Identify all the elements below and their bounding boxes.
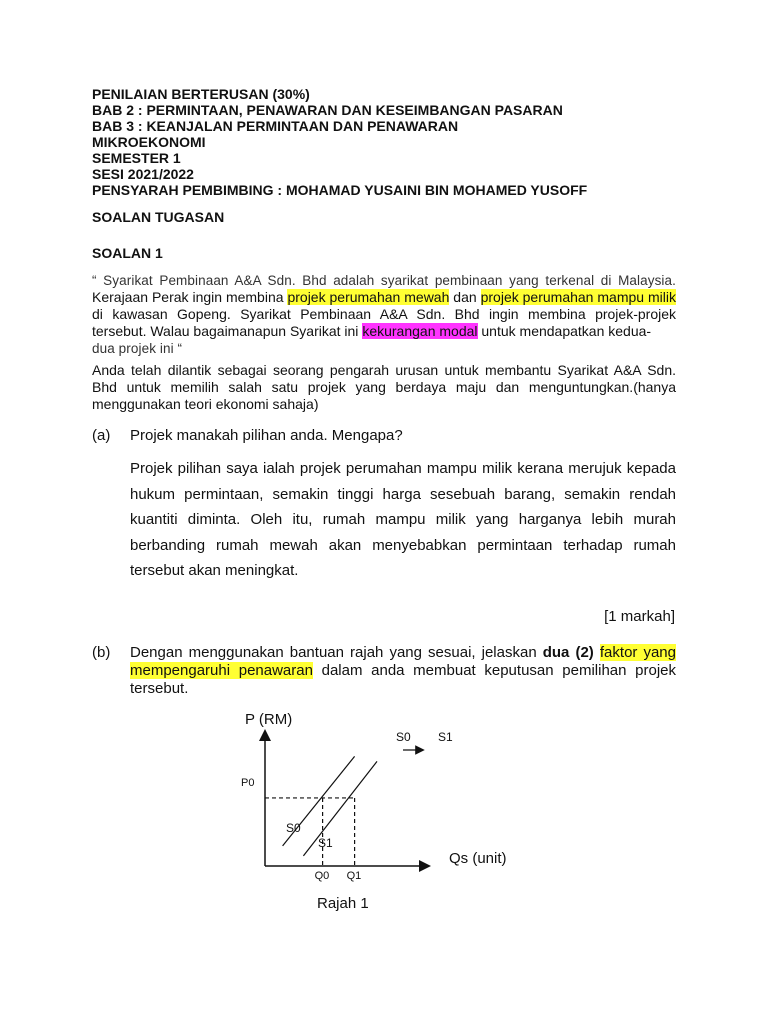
supply-line-s1 (303, 761, 377, 856)
header-line-7: PENSYARAH PEMBIMBING : MOHAMAD YUSAINI BIN MOHAMED YUSOFF (92, 182, 588, 198)
series-label-s0-start: S0 (286, 821, 301, 835)
quote-part-1: “ Syarikat Pembinaan A&A Sdn. Bhd adalah syarikat pembinaan yang terkenal di Malaysia. (92, 273, 676, 288)
answer-line: Projek pilihan saya ialah projek perumahan mampu milik kerana merujuk kepada (130, 460, 676, 477)
quote-part-5: untuk mendapatkan kedua- (477, 323, 652, 339)
instruction-paragraph: Anda telah dilantik sebagai seorang pengarah urusan untuk membantu Syarikat A&A Sdn. Bhd untuk memilih salah satu projek yang berdaya maju dan menguntungkan.(hanya menggunakan teori ekonomi sahaja) (92, 362, 676, 412)
question-b-bold: dua (2) (542, 644, 594, 661)
header-line-5: SEMESTER 1 (92, 150, 181, 166)
question-b-part-3: dalam anda membuat keputusan pemilihan projek tersebut. (130, 662, 676, 697)
question-b-label: (b) (92, 644, 111, 661)
answer-line: kuantiti diminta. Oleh itu, rumah mampu milik yang harganya lebih murah (130, 511, 676, 528)
question-a-label: (a) (92, 427, 111, 444)
quote-part-3: dan (449, 289, 481, 305)
series-label-s0-end: S0 (396, 730, 411, 744)
question-a-text: Projek manakah pilihan anda. Mengapa? (130, 427, 403, 444)
header-line-2: BAB 2 : PERMINTAAN, PENAWARAN DAN KESEIMBANGAN PASARAN (92, 102, 563, 118)
highlight-affordable-project: projek perumahan mampu milik (480, 289, 676, 305)
highlight-lack-capital: kekurangan modal (362, 323, 478, 339)
highlight-supply-factors: faktor yang mempengaruhi penawaran (130, 644, 676, 679)
question-b-part-1: Dengan menggunakan bantuan rajah yang sesuai, jelaskan (130, 644, 543, 661)
section-title: SOALAN TUGASAN (92, 209, 225, 225)
quote-part-6: dua projek ini “ (92, 341, 183, 356)
series-label-s1-end: S1 (438, 730, 453, 744)
header-line-6: SESI 2021/2022 (92, 166, 194, 182)
x-tick-label-q1: Q1 (346, 870, 362, 882)
y-tick-label-p0: P0 (241, 777, 255, 789)
series-label-s1-start: S1 (318, 836, 333, 850)
answer-line: hukum permintaan, semakin tinggi harga sesebuah barang, semakin rendah (130, 485, 676, 503)
header-line-4: MIKROEKONOMI (92, 134, 206, 150)
answer-line: tersebut akan meningkat. (130, 562, 299, 579)
marks-label: [1 markah] (604, 608, 675, 625)
question-title: SOALAN 1 (92, 245, 163, 261)
y-axis-label: P (RM) (245, 711, 293, 728)
answer-line: berbanding rumah mewah akan menyebabkan permintaan terhadap rumah (130, 536, 676, 554)
figure-caption: Rajah 1 (317, 895, 369, 912)
quote-part-4: di kawasan Gopeng. Syarikat Pembinaan A&A Sdn. Bhd ingin membina projek-projek tersebut. Walau bagaimanapun Syarikat ini (92, 306, 676, 339)
header-line-1: PENILAIAN BERTERUSAN (30%) (92, 86, 310, 102)
header-line-3: BAB 3 : KEANJALAN PERMINTAAN DAN PENAWARAN (92, 118, 459, 134)
highlight-luxury-project: projek perumahan mewah (287, 289, 450, 305)
x-axis-label: Qs (unit) (449, 850, 507, 867)
x-tick-label-q0: Q0 (314, 870, 330, 882)
quote-part-2: Kerajaan Perak ingin membina (92, 289, 288, 305)
